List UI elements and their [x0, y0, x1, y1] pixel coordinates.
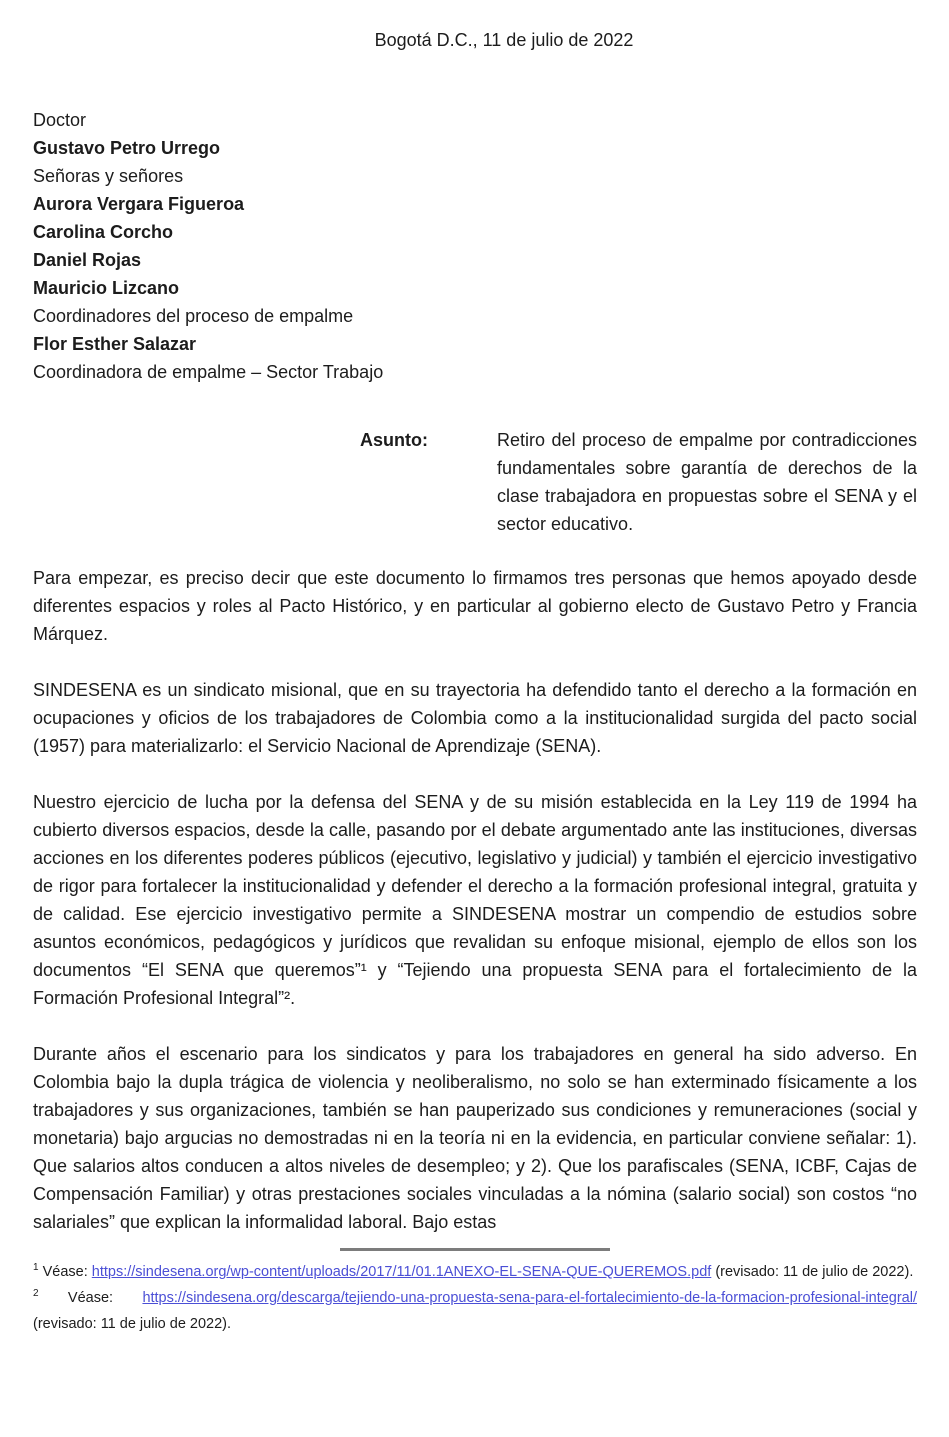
footnote-2-prefix: Véase: — [67, 1290, 114, 1306]
subject-text: Retiro del proceso de empalme por contradicciones fundamentales sobre garantía de derechos de la clase trabajadora en propuestas sobre el SENA y el sector educativo. — [497, 430, 917, 534]
recipient-name: Aurora Vergara Figueroa — [33, 194, 245, 214]
date-line: Bogotá D.C., 11 de julio de 2022 — [374, 30, 634, 50]
recipient-name: Carolina Corcho — [33, 222, 174, 242]
recipient-salutation: Señoras y señores — [33, 166, 184, 186]
recipient-role: Coordinadores del proceso de empalme — [33, 306, 354, 326]
subject-spacer — [33, 426, 360, 538]
footnote-2-suffix: (revisado: 11 de julio de 2022). — [33, 1316, 232, 1332]
recipient-block — [33, 106, 917, 386]
footnote-1-link[interactable]: https://sindesena.org/wp-content/uploads/2017/11/01.1ANEXO-EL-SENA-QUE-QUEREMOS.pdf — [91, 1264, 712, 1280]
letter-page — [0, 26, 949, 1437]
subject-block — [33, 426, 917, 538]
footnote-2 — [33, 1285, 917, 1337]
paragraph-trayectoria: Nuestro ejercicio de lucha por la defensa del SENA y de su misión establecida en la Ley 119 de 1994 ha cubierto diversos espacios, desde la calle, pasando por el debate argumentado ante las instituciones, diversas acciones en los diferentes poderes públicos (ejecutivo, legislativo y judicial) y también el ejercicio investigativo de rigor para fortalecer la institucionalidad y defender el derecho a la formación profesional integral, gratuita y de calidad. Ese ejercicio investigativo permite a SINDESENA mostrar un compendio de estudios sobre asuntos económicos, pedagógicos y jurídicos que revalidan su enfoque misional, ejemplo de ellos son los documentos “El SENA que queremos”¹ y “Tejiendo una propuesta SENA para el fortalecimiento de la Formación Profesional Integral”². — [33, 792, 917, 1008]
recipient-name: Mauricio Lizcano — [33, 278, 180, 298]
footnote-1-prefix: Véase: — [42, 1264, 88, 1280]
footnote-1-marker: 1 — [33, 1262, 39, 1274]
paragraph-intro: Para empezar, es preciso decir que este documento lo firmamos tres personas que hemos apoyado desde diferentes espacios y roles al Pacto Histórico, y en particular al gobierno electo de Gustavo Petro y Francia Márquez. — [33, 568, 917, 644]
paragraph-contexto: Durante años el escenario para los sindicatos y para los trabajadores en general ha sido adverso. En Colombia bajo la dupla trágica de violencia y neoliberalismo, no solo se han exterminado físicamente a los trabajadores y sus organizaciones, también se han pauperizado sus condiciones y remuneraciones (social y monetaria) bajo argucias no demostradas ni en la teoría ni en la evidencia, en particular conviene señalar: 1). Que salarios altos conducen a altos niveles de desempleo; y 2). Que los parafiscales (SENA, ICBF, Cajas de Compensación Familiar) y otras prestaciones sociales vinculadas a la nómina (salario social) son costos “no salariales” que explican la informalidad laboral. Bajo estas — [33, 1044, 917, 1232]
footnotes-section — [33, 1259, 917, 1337]
recipient-salutation: Doctor — [33, 110, 87, 130]
recipient-name: Daniel Rojas — [33, 250, 142, 270]
subject-label: Asunto: — [360, 430, 428, 450]
footnote-separator — [340, 1248, 610, 1251]
footnote-1 — [33, 1259, 917, 1285]
recipient-name: Gustavo Petro Urrego — [33, 138, 221, 158]
recipient-name: Flor Esther Salazar — [33, 334, 197, 354]
footnote-2-link[interactable]: https://sindesena.org/descarga/tejiendo-una-propuesta-sena-para-el-fortalecimiento-de-la-formacion-profesional-integral/ — [142, 1290, 917, 1306]
paragraph-sindesena: SINDESENA es un sindicato misional, que en su trayectoria ha defendido tanto el derecho a la formación en ocupaciones y oficios de los trabajadores de Colombia como a la institucionalidad surgida del pacto social (1957) para materializarlo: el Servicio Nacional de Aprendizaje (SENA). — [33, 680, 917, 756]
footnote-2-marker: 2 — [33, 1288, 39, 1300]
footnote-1-suffix: (revisado: 11 de julio de 2022). — [715, 1264, 914, 1280]
recipient-role: Coordinadora de empalme – Sector Trabajo — [33, 362, 384, 382]
